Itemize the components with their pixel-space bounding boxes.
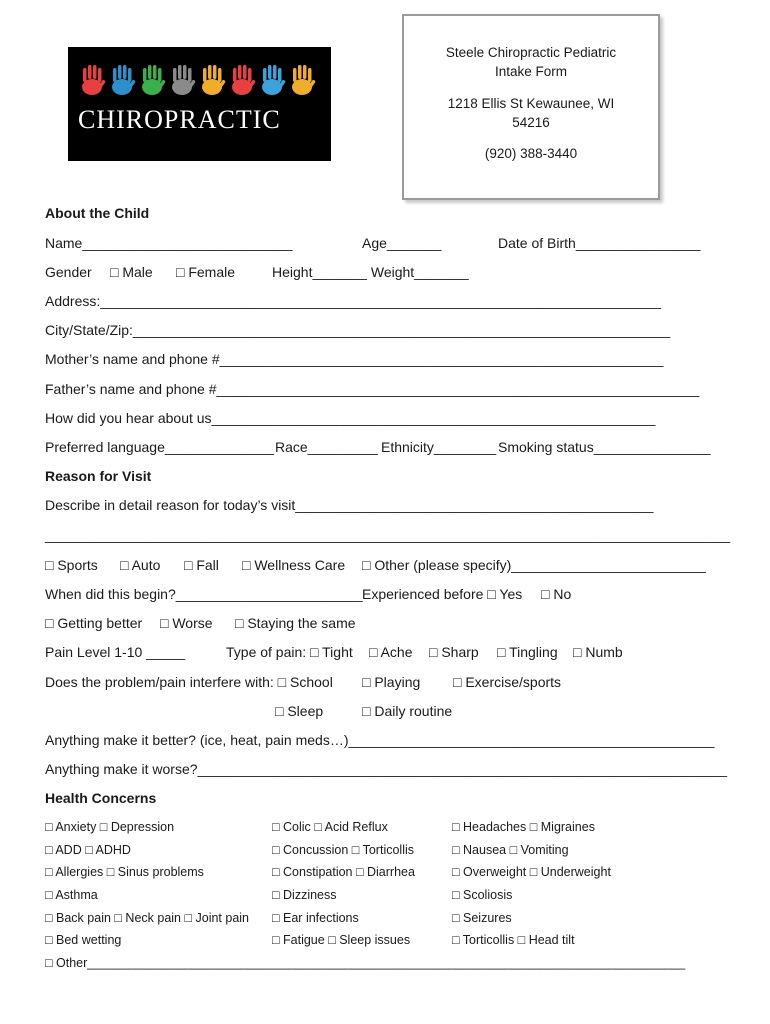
staying-same-checkbox[interactable]: □ Staying the same (235, 615, 356, 631)
about-heading: About the Child (45, 205, 150, 221)
clinic-address-line1: 1218 Ellis St Kewaunee, WI (447, 96, 615, 111)
clinic-address-line2: 54216 (512, 115, 550, 130)
concern-col2-item[interactable]: □ Colic □ Acid Reflux (272, 820, 388, 834)
playing-checkbox[interactable]: □ Playing (362, 674, 421, 690)
sharp-checkbox[interactable]: □ Sharp (429, 644, 479, 660)
concern-col2-item[interactable]: □ Constipation □ Diarrhea (272, 865, 415, 879)
handprint-icon (172, 65, 196, 95)
concern-col2-item[interactable]: □ Ear infections (272, 911, 359, 925)
visit-heading: Reason for Visit (45, 468, 152, 484)
male-checkbox[interactable]: □ Male (110, 264, 153, 280)
handprint-icon (262, 65, 286, 95)
getting-better-checkbox[interactable]: □ Getting better (45, 615, 143, 631)
other-concern-field[interactable]: □ Other______________________________________________________________________________________ (45, 956, 686, 970)
logo-text: CHIROPRACTIC (78, 105, 281, 134)
worse-checkbox[interactable]: □ Worse (160, 615, 213, 631)
mother-field[interactable]: Mother’s name and phone #_________________________________________________________ (45, 351, 664, 367)
onset-field[interactable]: When did this begin?________________________ (45, 586, 363, 602)
clinic-info-box (402, 14, 660, 200)
age-field[interactable]: Age_______ (362, 235, 442, 251)
fall-checkbox[interactable]: □ Fall (184, 557, 219, 573)
tight-checkbox[interactable]: Type of pain: □ Tight (226, 644, 353, 660)
handprint-icon (82, 65, 106, 95)
handprints-icon (68, 49, 331, 109)
describe-line2[interactable]: ________________________________________________________________________________________ (45, 527, 731, 543)
concern-col3-item[interactable]: □ Scoliosis (452, 888, 513, 902)
concern-col2-item[interactable]: □ Concussion □ Torticollis (272, 843, 415, 857)
dob-field[interactable]: Date of Birth________________ (498, 235, 701, 251)
health-heading: Health Concerns (45, 790, 157, 806)
numb-checkbox[interactable]: □ Numb (573, 644, 623, 660)
concern-col3-item[interactable]: □ Headaches □ Migraines (452, 820, 595, 834)
concern-col2-item[interactable]: □ Fatigue □ Sleep issues (272, 933, 411, 947)
clinic-phone: (920) 388-3440 (484, 146, 578, 161)
handprint-icon (232, 65, 256, 95)
tingling-checkbox[interactable]: □ Tingling (497, 644, 558, 660)
form-title-line2: Intake Form (494, 64, 568, 79)
female-checkbox[interactable]: □ Female (176, 264, 236, 280)
sports-checkbox[interactable]: □ Sports (45, 557, 98, 573)
referral-field[interactable]: How did you hear about us_________________________________________________________ (45, 410, 656, 426)
chiropractic-logo (68, 47, 331, 161)
handprint-icon (292, 65, 316, 95)
make-worse-field[interactable]: Anything make it worse?____________________________________________________________________ (45, 761, 727, 777)
address-field[interactable]: Address:________________________________________________________________________ (45, 293, 661, 309)
handprint-icon (112, 65, 136, 95)
ethnicity-field[interactable]: Ethnicity________ (381, 439, 497, 455)
auto-checkbox[interactable]: □ Auto (120, 557, 161, 573)
concern-col1-item[interactable]: □ Asthma (45, 888, 98, 902)
city-state-zip-field[interactable]: City/State/Zip:_____________________________________________________________________ (45, 322, 671, 338)
school-checkbox[interactable]: Does the problem/pain interfere with: □ School (45, 674, 333, 690)
concern-col3-item[interactable]: □ Overweight □ Underweight (452, 865, 611, 879)
describe-field[interactable]: Describe in detail reason for today’s visit______________________________________________ (45, 497, 654, 513)
father-field[interactable]: Father’s name and phone #______________________________________________________________ (45, 381, 700, 397)
make-better-field[interactable]: Anything make it better? (ice, heat, pain meds…)_______________________________________________ (45, 732, 715, 748)
concern-col1-item[interactable]: □ ADD □ ADHD (45, 843, 131, 857)
form-title-line1: Steele Chiropractic Pediatric (445, 45, 617, 60)
sleep-checkbox[interactable]: □ Sleep (275, 703, 324, 719)
other-reason-field[interactable]: □ Other (please specify)_________________________ (362, 557, 706, 573)
gender-label: Gender (45, 264, 92, 280)
experienced-no-checkbox[interactable]: □ No (541, 586, 572, 602)
concern-col3-item[interactable]: □ Seizures (452, 911, 512, 925)
daily-routine-checkbox[interactable]: □ Daily routine (362, 703, 453, 719)
experienced-yes-checkbox[interactable]: Experienced before □ Yes (362, 586, 523, 602)
smoking-field[interactable]: Smoking status_______________ (498, 439, 711, 455)
concern-col3-item[interactable]: □ Torticollis □ Head tilt (452, 933, 575, 947)
exercise-checkbox[interactable]: □ Exercise/sports (453, 674, 562, 690)
height-weight-field[interactable]: Height_______ Weight_______ (272, 264, 469, 280)
name-field[interactable]: Name___________________________ (45, 235, 293, 251)
handprint-icon (142, 65, 166, 95)
ache-checkbox[interactable]: □ Ache (369, 644, 413, 660)
handprint-icon (202, 65, 226, 95)
wellness-checkbox[interactable]: □ Wellness Care (242, 557, 346, 573)
concern-col1-item[interactable]: □ Bed wetting (45, 933, 122, 947)
concern-col3-item[interactable]: □ Nausea □ Vomiting (452, 843, 569, 857)
language-field[interactable]: Preferred language______________ (45, 439, 274, 455)
concern-col1-item[interactable]: □ Allergies □ Sinus problems (45, 865, 204, 879)
concern-col1-item[interactable]: □ Back pain □ Neck pain □ Joint pain (45, 911, 250, 925)
concern-col2-item[interactable]: □ Dizziness (272, 888, 337, 902)
concern-col1-item[interactable]: □ Anxiety □ Depression (45, 820, 175, 834)
race-field[interactable]: Race_________ (275, 439, 378, 455)
pain-level-field[interactable]: Pain Level 1-10 _____ (45, 644, 186, 660)
